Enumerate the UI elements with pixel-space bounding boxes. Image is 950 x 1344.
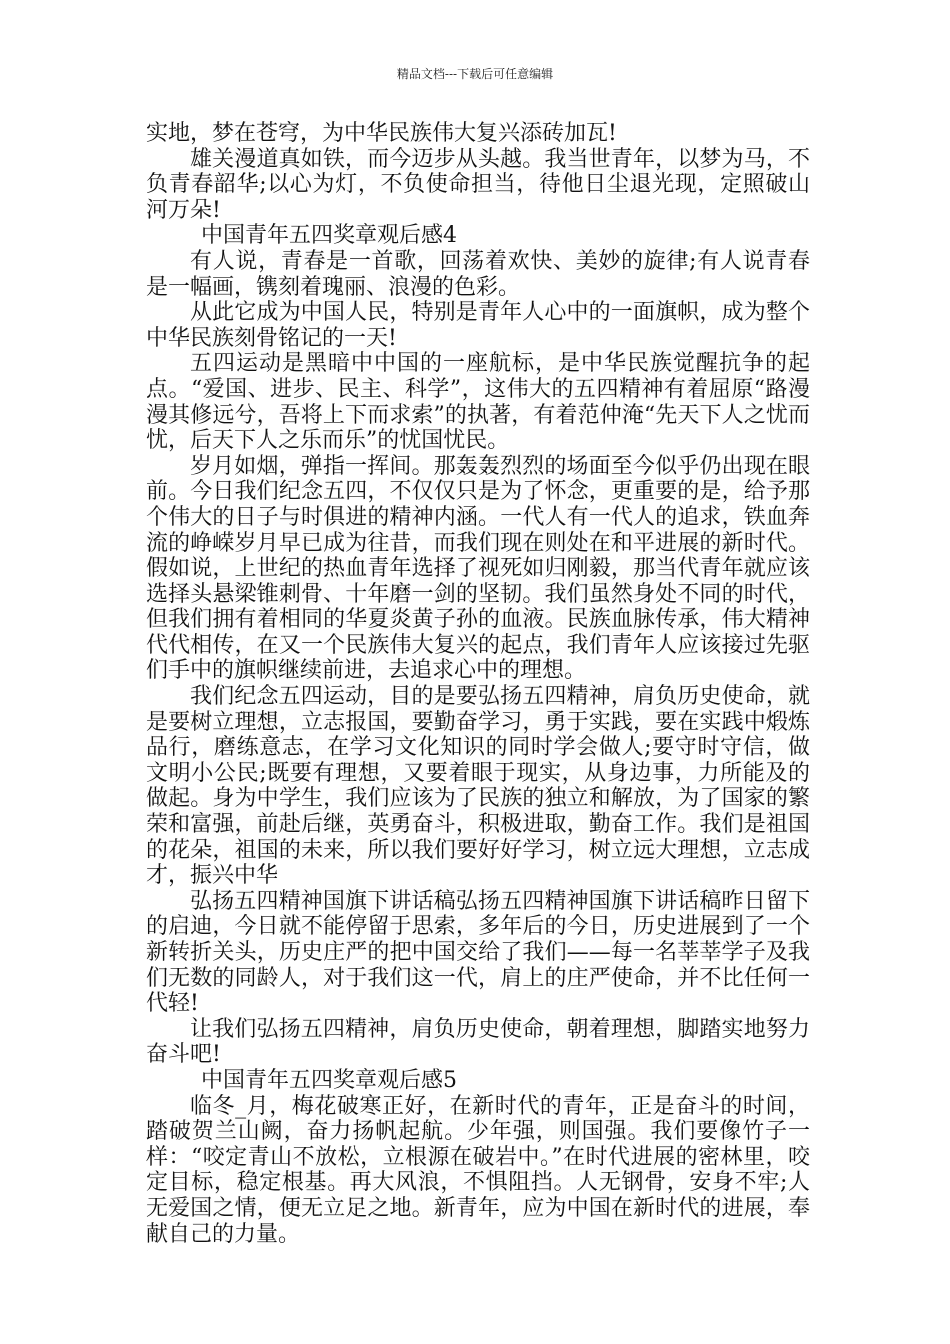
document-body: [146, 121, 810, 1247]
section-heading: 中国青年五四奖章观后感4: [201, 223, 457, 249]
paragraph: 弘扬五四精神国旗下讲话稿弘扬五四精神国旗下讲话稿昨日留下的启迪，今日就不能停留于思索，多年后的今日，历史进展到了一个新转折关头，历史庄严的把中国交给了我们——每一名莘莘学子及我们无数的同龄人，对于我们这一代，肩上的庄严使命，并不比任何一代轻!: [146, 888, 810, 1017]
paragraph: 岁月如烟，弹指一挥间。那轰轰烈烈的场面至今似乎仍出现在眼前。今日我们纪念五四，不仅仅只是为了怀念，更重要的是，给予那个伟大的日子与时俱进的精神内涵。一代人有一代人的追求，铁血奔流的峥嵘岁月早已成为往昔，而我们现在则处在和平进展的新时代。假如说，上世纪的热血青年选择了视死如归刚毅，那当代青年就应该选择头悬梁锥刺骨、十年磨一剑的坚韧。我们虽然身处不同的时代，但我们拥有着相同的华夏炎黄子孙的血液。民族血脉传承，伟大精神代代相传，在又一个民族伟大复兴的起点，我们青年人应该接过先驱们手中的旗帜继续前进，去追求心中的理想。: [146, 453, 810, 684]
paragraph: 五四运动是黑暗中中国的一座航标，是中华民族觉醒抗争的起点。“爱国、进步、民主、科学”，这伟大的五四精神有着屈原“路漫漫其修远兮，吾将上下而求索”的执著，有着范仲淹“先天下人之忧而忧，后天下人之乐而乐”的忧国忧民。: [146, 351, 810, 454]
paragraph: 实地，梦在苍穹，为中华民族伟大复兴添砖加瓦!: [146, 121, 617, 146]
paragraph: 我们纪念五四运动，目的是要弘扬五四精神，肩负历史使命，就是要树立理想，立志报国，要勤奋学习，勇于实践，要在实践中煅炼品行，磨练意志，在学习文化知识的同时学会做人;要守时守信，做文明小公民;既要有理想，又要着眼于现实，从身边事，力所能及的做起。身为中学生，我们应该为了民族的独立和解放，为了国家的繁荣和富强，前赴后继，英勇奋斗，积极进取，勤奋工作。我们是祖国的花朵，祖国的未来，所以我们要好好学习，树立远大理想，立志成才，振兴中华: [146, 684, 810, 889]
paragraph: 有人说，青春是一首歌，回荡着欢快、美妙的旋律;有人说青春是一幅画，镌刻着瑰丽、浪漫的色彩。: [146, 248, 810, 300]
paragraph: 从此它成为中国人民，特别是青年人心中的一面旗帜，成为整个中华民族刻骨铭记的一天!: [146, 300, 810, 351]
section-heading: 中国青年五四奖章观后感5: [201, 1067, 457, 1093]
paragraph: 临冬_月，梅花破寒正好，在新时代的青年，正是奋斗的时间，踏破贺兰山阙，奋力扬帆起航。少年强，则国强。我们要像竹子一样：“咬定青山不放松，立根源在破岩中。”在时代进展的密林里，咬定目标，稳定根基。再大风浪，不惧阻挡。人无钢骨，安身不牢;人无爱国之情，便无立足之地。新青年，应为中国在新时代的进展，奉献自己的力量。: [146, 1093, 810, 1247]
paragraph: 让我们弘扬五四精神，肩负历史使命，朝着理想，脚踏实地努力奋斗吧!: [146, 1016, 810, 1068]
page-header: 精品文档---下载后可任意编辑: [396, 67, 554, 81]
paragraph: 雄关漫道真如铁，而今迈步从头越。我当世青年，以梦为马，不负青春韶华;以心为灯，不负使命担当，待他日尘退光现，定照破山河万朵!: [146, 146, 810, 223]
